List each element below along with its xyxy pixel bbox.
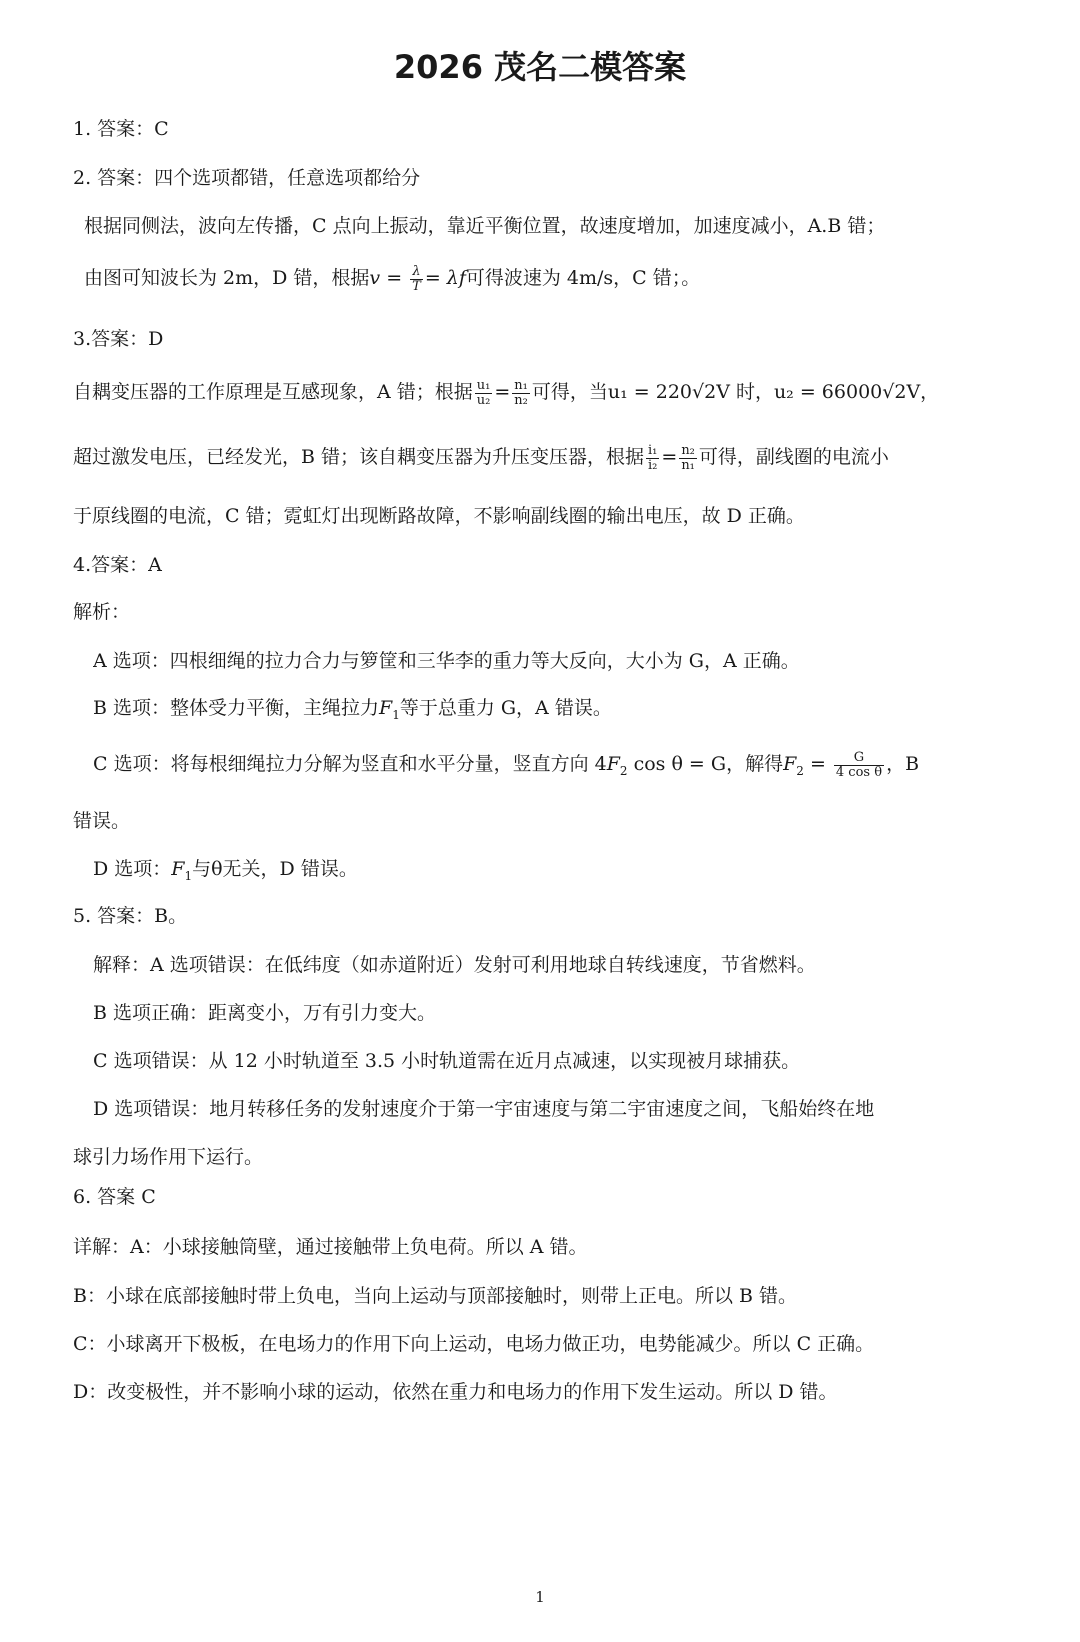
force-symbol: F (171, 858, 185, 880)
q3-explain-2-post: 可得，副线圈的电流小 (698, 446, 889, 468)
lambda-over-T-fraction (410, 265, 423, 294)
q4-option-d (93, 855, 1053, 890)
q5-explain-5: 球引力场作用下运行。 (73, 1146, 264, 1168)
q4-option-c-wrap: 错误。 (73, 810, 131, 832)
q2-answer: 2. 答案：四个选项都错，任意选项都给分 (73, 167, 421, 189)
force-subscript: 2 (619, 763, 628, 778)
q5-explain-4: D 选项错误：地月转移任务的发射速度介于第一宇宙速度与第二宇宙速度之间，飞船始终在地 (93, 1098, 875, 1120)
q6-explain-1: 详解：A：小球接触筒壁，通过接触带上负电荷。所以 A 错。 (73, 1236, 588, 1258)
lambda-f-formula: = λf (424, 267, 466, 289)
q3-explain-3: 于原线圈的电流，C 错；霓虹灯出现断路故障，不影响副线圈的输出电压，故 D 正确。 (73, 505, 805, 527)
q2-explain-1: 根据同侧法，波向左传播，C 点向上振动，靠近平衡位置，故速度增加，加速度减小，A.B 错； (84, 215, 886, 237)
q4-option-c (93, 750, 1053, 785)
q2-explain-2-post: 可得波速为 4m/s，C 错；。 (465, 267, 701, 289)
q6-answer: 6. 答案 C (73, 1186, 156, 1208)
fraction-denominator: n₁ (681, 457, 695, 473)
q4-option-d-pre: D 选项： (93, 858, 172, 880)
q3-explain-1-pre: 自耦变压器的工作原理是互感现象，A 错；根据 (73, 381, 473, 403)
page-title: 2026 茂名二模答案 (393, 48, 687, 86)
fraction-denominator: i₂ (648, 457, 658, 473)
fraction-numerator: n₁ (514, 378, 528, 393)
q6-explain-4: D：改变极性，并不影响小球的运动，依然在重力和电场力的作用下发生运动。所以 D 错。 (73, 1381, 838, 1403)
fraction-numerator: G (834, 751, 884, 766)
q2-explain-2-pre: 由图可知波长为 2m，D 错，根据 (84, 267, 370, 289)
q4-analysis-label: 解析： (73, 601, 131, 623)
force-symbol: F (783, 753, 797, 775)
q2-explain-2: 由图可知波长为 2m，D 错，根据v = $\frac{\lambda}{T}$ = λf可得波速为 4m/s，C 错；。 (84, 264, 701, 294)
force-subscript: 1 (392, 707, 400, 722)
fraction-denominator: T (412, 278, 421, 294)
q4-option-b (93, 694, 1053, 729)
fraction-denominator: u₂ (476, 392, 491, 408)
i-ratio-fraction (646, 444, 659, 473)
q6-explain-3: C：小球离开下极板，在电场力的作用下向上运动，电场力做正功，电势能减少。所以 C 正确。 (73, 1333, 875, 1355)
fraction-numerator: i₁ (648, 443, 658, 458)
q5-explain-2: B 选项正确：距离变小，万有引力变大。 (93, 1002, 437, 1024)
q1-answer: 1. 答案：C (73, 118, 169, 140)
g-over-cos-fraction (834, 751, 884, 780)
fraction-denominator: 4 cos θ (835, 764, 883, 780)
fraction-numerator: n₂ (681, 443, 695, 458)
q4-option-b-pre: B 选项：整体受力平衡，主绳拉力 (93, 697, 380, 719)
fraction-numerator: λ (410, 265, 423, 280)
q3-explain-2: 超过激发电压，已经发光，B 错；该自耦变压器为升压变压器，根据 $\frac{\text{i₁}}{\text{i₂}}$ = $\frac{\text{n₂}}{\text{n₁}}$ 可得，副线圈的电流小 (73, 443, 889, 473)
force-subscript: 1 (184, 868, 193, 883)
q4-option-b-post: 等于总重力 G，A 错误。 (399, 697, 612, 719)
q4-answer: 4.答案：A (73, 554, 162, 576)
force-subscript: 2 (796, 763, 804, 778)
q3-answer: 3.答案：D (73, 328, 164, 350)
q6-explain-2: B：小球在底部接触时带上负电，当向上运动与顶部接触时，则带上正电。所以 B 错。 (73, 1285, 798, 1307)
q4-option-d-post: 与θ无关，D 错误。 (192, 858, 358, 880)
page-number: 1 (535, 1588, 545, 1606)
fraction-numerator: u₁ (476, 378, 491, 393)
n-ratio-fraction (512, 379, 530, 408)
q4-option-c-mid: cos θ = G，解得 (627, 753, 784, 775)
u-ratio-fraction (475, 379, 493, 408)
force-symbol: F (379, 697, 393, 719)
force-symbol: F (606, 753, 620, 775)
q4-option-c-post: ，B (886, 753, 920, 775)
n-inverse-ratio-fraction (679, 444, 697, 473)
q4-option-a: A 选项：四根细绳的拉力合力与箩筐和三华李的重力等大反向，大小为 G，A 正确。 (93, 650, 800, 672)
equals-sign: = (803, 753, 832, 775)
q3-explain-2-pre: 超过激发电压，已经发光，B 错；该自耦变压器为升压变压器，根据 (73, 446, 645, 468)
q3-explain-1-mid: 可得，当u₁ = 220√2V 时，u₂ = 66000√2V， (531, 381, 940, 403)
q5-explain-1: 解释：A 选项错误：在低纬度（如赤道附近）发射可利用地球自转线速度，节省燃料。 (93, 954, 816, 976)
q3-explain-1: 自耦变压器的工作原理是互感现象，A 错；根据 $\frac{\text{u₁}}{\text{u₂}}$ = $\frac{\text{n₁}}{\text{n₂}}$ 可得，当u₁ = 220√2V 时，u₂ = 66000√2V， (73, 378, 940, 408)
velocity-symbol: v (369, 267, 381, 289)
q4-option-c-pre: C 选项：将每根细绳拉力分解为竖直和水平分量，竖直方向 4 (93, 753, 607, 775)
q5-answer: 5. 答案：B。 (73, 905, 188, 927)
q5-explain-3: C 选项错误：从 12 小时轨道至 3.5 小时轨道需在近月点减速，以实现被月球捕获。 (93, 1050, 801, 1072)
fraction-denominator: n₂ (514, 392, 528, 408)
